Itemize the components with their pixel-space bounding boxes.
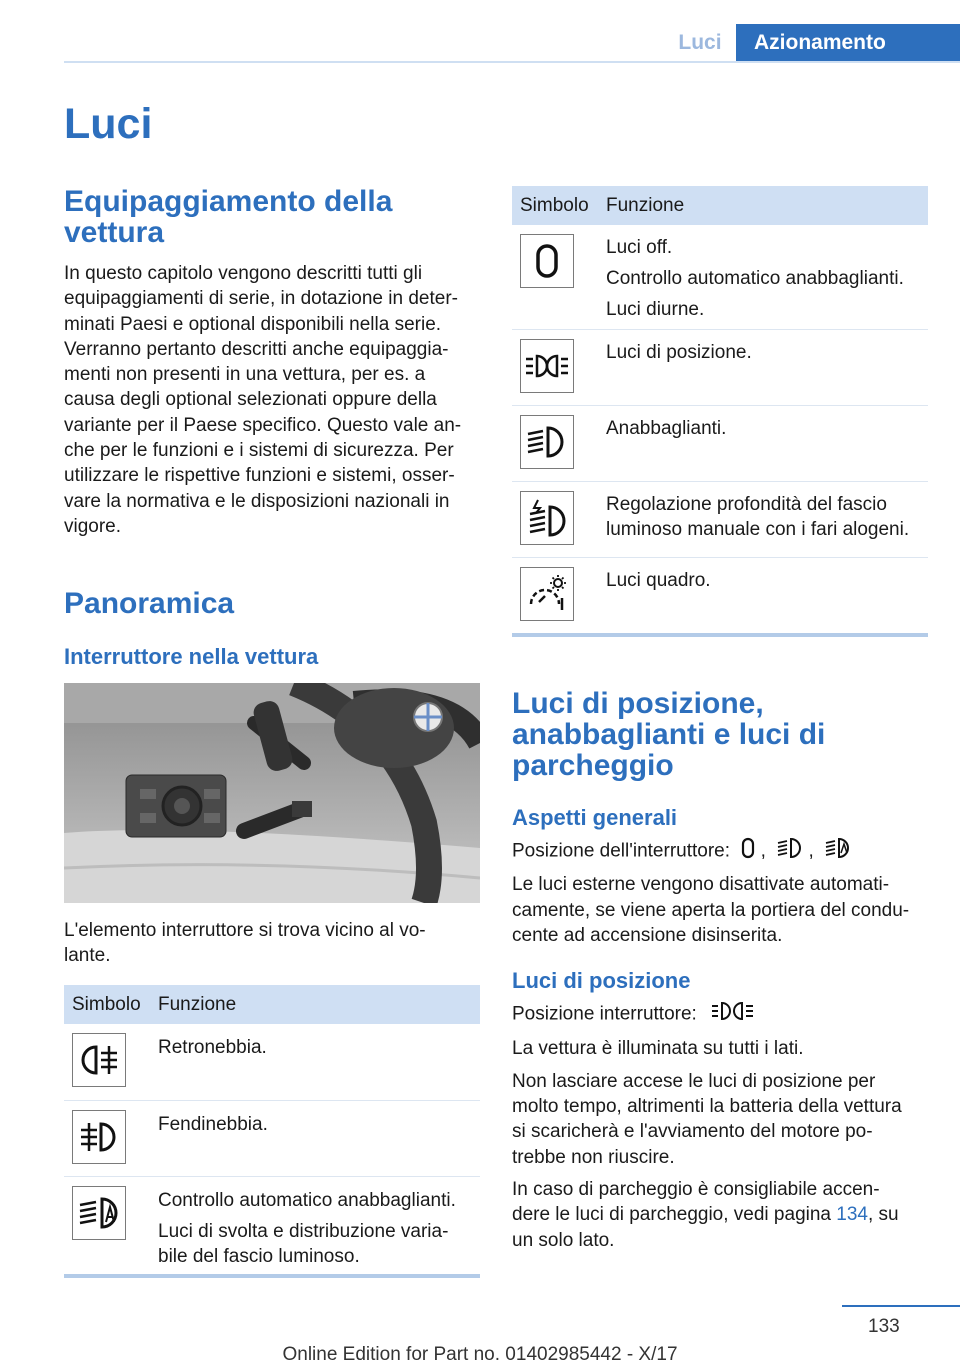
general-heading: Aspetti generali (512, 805, 678, 830)
switch-photo (64, 683, 480, 903)
instrument-lighting-icon (520, 567, 574, 621)
header-chapter: Azionamento (736, 24, 960, 62)
caption-line: L'elemento interruttore si trova vicino al vo- (64, 920, 426, 941)
parking-hint (512, 1177, 932, 1253)
page-number: 133 (868, 1316, 900, 1337)
photo-caption (64, 918, 484, 969)
table-row (512, 405, 928, 481)
low-beam-icon (520, 415, 574, 469)
text-line: menti non presenti in una vettura, per es. a (64, 364, 426, 386)
parking-lights-icon (710, 1000, 756, 1029)
parking-heading: Luci di posizione (512, 968, 691, 994)
function-text: Luci diurne. (606, 299, 705, 320)
text-line: causa degli optional selezionati oppure della (64, 389, 437, 411)
overview-heading: Panoramica (64, 587, 235, 620)
table-row (64, 1100, 480, 1176)
text-line: Non lasciare accese le luci di posizione per (512, 1070, 876, 1092)
heading-line: Luci di posizione, (512, 687, 764, 720)
parking-warning (512, 1069, 932, 1170)
function-text: Fendinebbia. (158, 1113, 268, 1135)
equipment-text (64, 261, 484, 539)
auto-low-beam-icon (72, 1186, 126, 1240)
header-section: Luci (678, 31, 722, 54)
text-line: si scaricherà e l'avviamento del motore po- (512, 1121, 873, 1143)
separator: , (760, 840, 766, 862)
table-row (64, 1024, 480, 1100)
heading-line: parcheggio (512, 749, 674, 782)
col-function-header: Funzione (158, 985, 480, 1024)
text-line: cente ad accensione disinserita. (512, 924, 783, 946)
text-line: minati Paesi e optional disponibili nella serie. (64, 313, 442, 335)
text-line: vigore. (64, 515, 122, 537)
col-symbol-header: Simbolo (512, 186, 606, 225)
general-text (512, 872, 932, 948)
text-line: equipaggiamenti di serie, in dotazione in deter- (64, 288, 458, 310)
low-beam-icon (777, 837, 803, 866)
page-reference-link[interactable]: 134 (836, 1204, 868, 1226)
table-row (512, 225, 928, 329)
parking-text: La vettura è illuminata su tutti i lati. (512, 1038, 804, 1060)
table-end-rule (512, 633, 928, 637)
function-text: Retronebbia. (158, 1037, 267, 1058)
symbol-table-left (64, 985, 480, 1278)
function-text: Controllo automatico anabbaglianti. (158, 1189, 456, 1211)
section2-heading (512, 688, 932, 781)
text-line (512, 1202, 932, 1227)
heading-line: anabbaglianti e luci di (512, 718, 826, 751)
text-line: utilizzare le rispettive funzioni e sistemi, osser- (64, 465, 455, 487)
function-text: Controllo automatico anabbaglianti. (606, 268, 904, 289)
lights-off-icon (520, 234, 574, 288)
parking-position-line (512, 1000, 932, 1029)
text-line: Verranno pertanto descritti anche equipaggia- (64, 338, 449, 360)
function-text: Luci off. (606, 237, 673, 258)
table-row (512, 481, 928, 557)
col-function-header: Funzione (606, 186, 928, 225)
section2 (512, 688, 932, 1253)
function-text: Luci di posizione. (606, 341, 752, 363)
function-text: luminoso manuale con i fari alogeni. (606, 518, 910, 540)
caption-line: lante. (64, 945, 111, 967)
table-row (64, 1176, 480, 1274)
page-title: Luci (64, 100, 153, 148)
text-line: In questo capitolo vengono descritti tutti gli (64, 263, 423, 284)
function-text: Luci quadro. (606, 569, 711, 591)
hint-text: dere le luci di parcheggio, vedi pagina (512, 1204, 837, 1226)
position-line (512, 837, 932, 866)
text-line: camente, se viene aperta la portiera del condu- (512, 899, 910, 921)
text-line: In caso di parcheggio è consigliabile accen- (512, 1178, 880, 1200)
table-row (512, 557, 928, 633)
hint-text: , su (867, 1204, 899, 1226)
overview-subheading: Interruttore nella vettura (64, 644, 319, 669)
equipment-heading: Equipaggiamento della vettura (64, 185, 393, 249)
text-line: trebbe non riuscire. (512, 1146, 675, 1168)
left-column (64, 186, 484, 539)
position-label: Posizione dell'interruttore: (512, 840, 731, 862)
text-line: molto tempo, altrimenti la batteria della vettura (512, 1096, 902, 1118)
auto-low-beam-icon (825, 837, 851, 866)
function-text: Anabbaglianti. (606, 417, 727, 439)
table-row (512, 329, 928, 405)
symbol-table-right (512, 186, 928, 637)
text-line: che per le funzioni e i sistemi di sicurezza. Per (64, 440, 454, 462)
headlight-range-icon (520, 491, 574, 545)
col-symbol-header: Simbolo (64, 985, 158, 1024)
text-line: variante per il Paese specifico. Questo vale an- (64, 414, 462, 436)
dashboard-illustration (64, 683, 480, 903)
edition-footer: Online Edition for Part no. 01402985442 - X/17 (282, 1344, 678, 1365)
function-text: bile del fascio luminoso. (158, 1245, 360, 1267)
function-text: Luci di svolta e distribuzione varia- (158, 1220, 449, 1242)
rear-fog-light-icon (72, 1033, 126, 1087)
parking-lights-icon (520, 339, 574, 393)
position-label: Posizione interruttore: (512, 1003, 697, 1025)
lights-off-icon (741, 837, 755, 866)
separator: , (808, 840, 814, 862)
table-end-rule (64, 1274, 480, 1278)
text-line: Le luci esterne vengono disattivate automati- (512, 874, 890, 896)
header-rule (64, 61, 960, 63)
text-line: un solo lato. (512, 1229, 615, 1251)
text-line: vare la normativa e le disposizioni nazionali in (64, 490, 450, 512)
page-number-rule (842, 1305, 960, 1307)
function-text: Regolazione profondità del fascio (606, 493, 887, 515)
front-fog-light-icon (72, 1110, 126, 1164)
